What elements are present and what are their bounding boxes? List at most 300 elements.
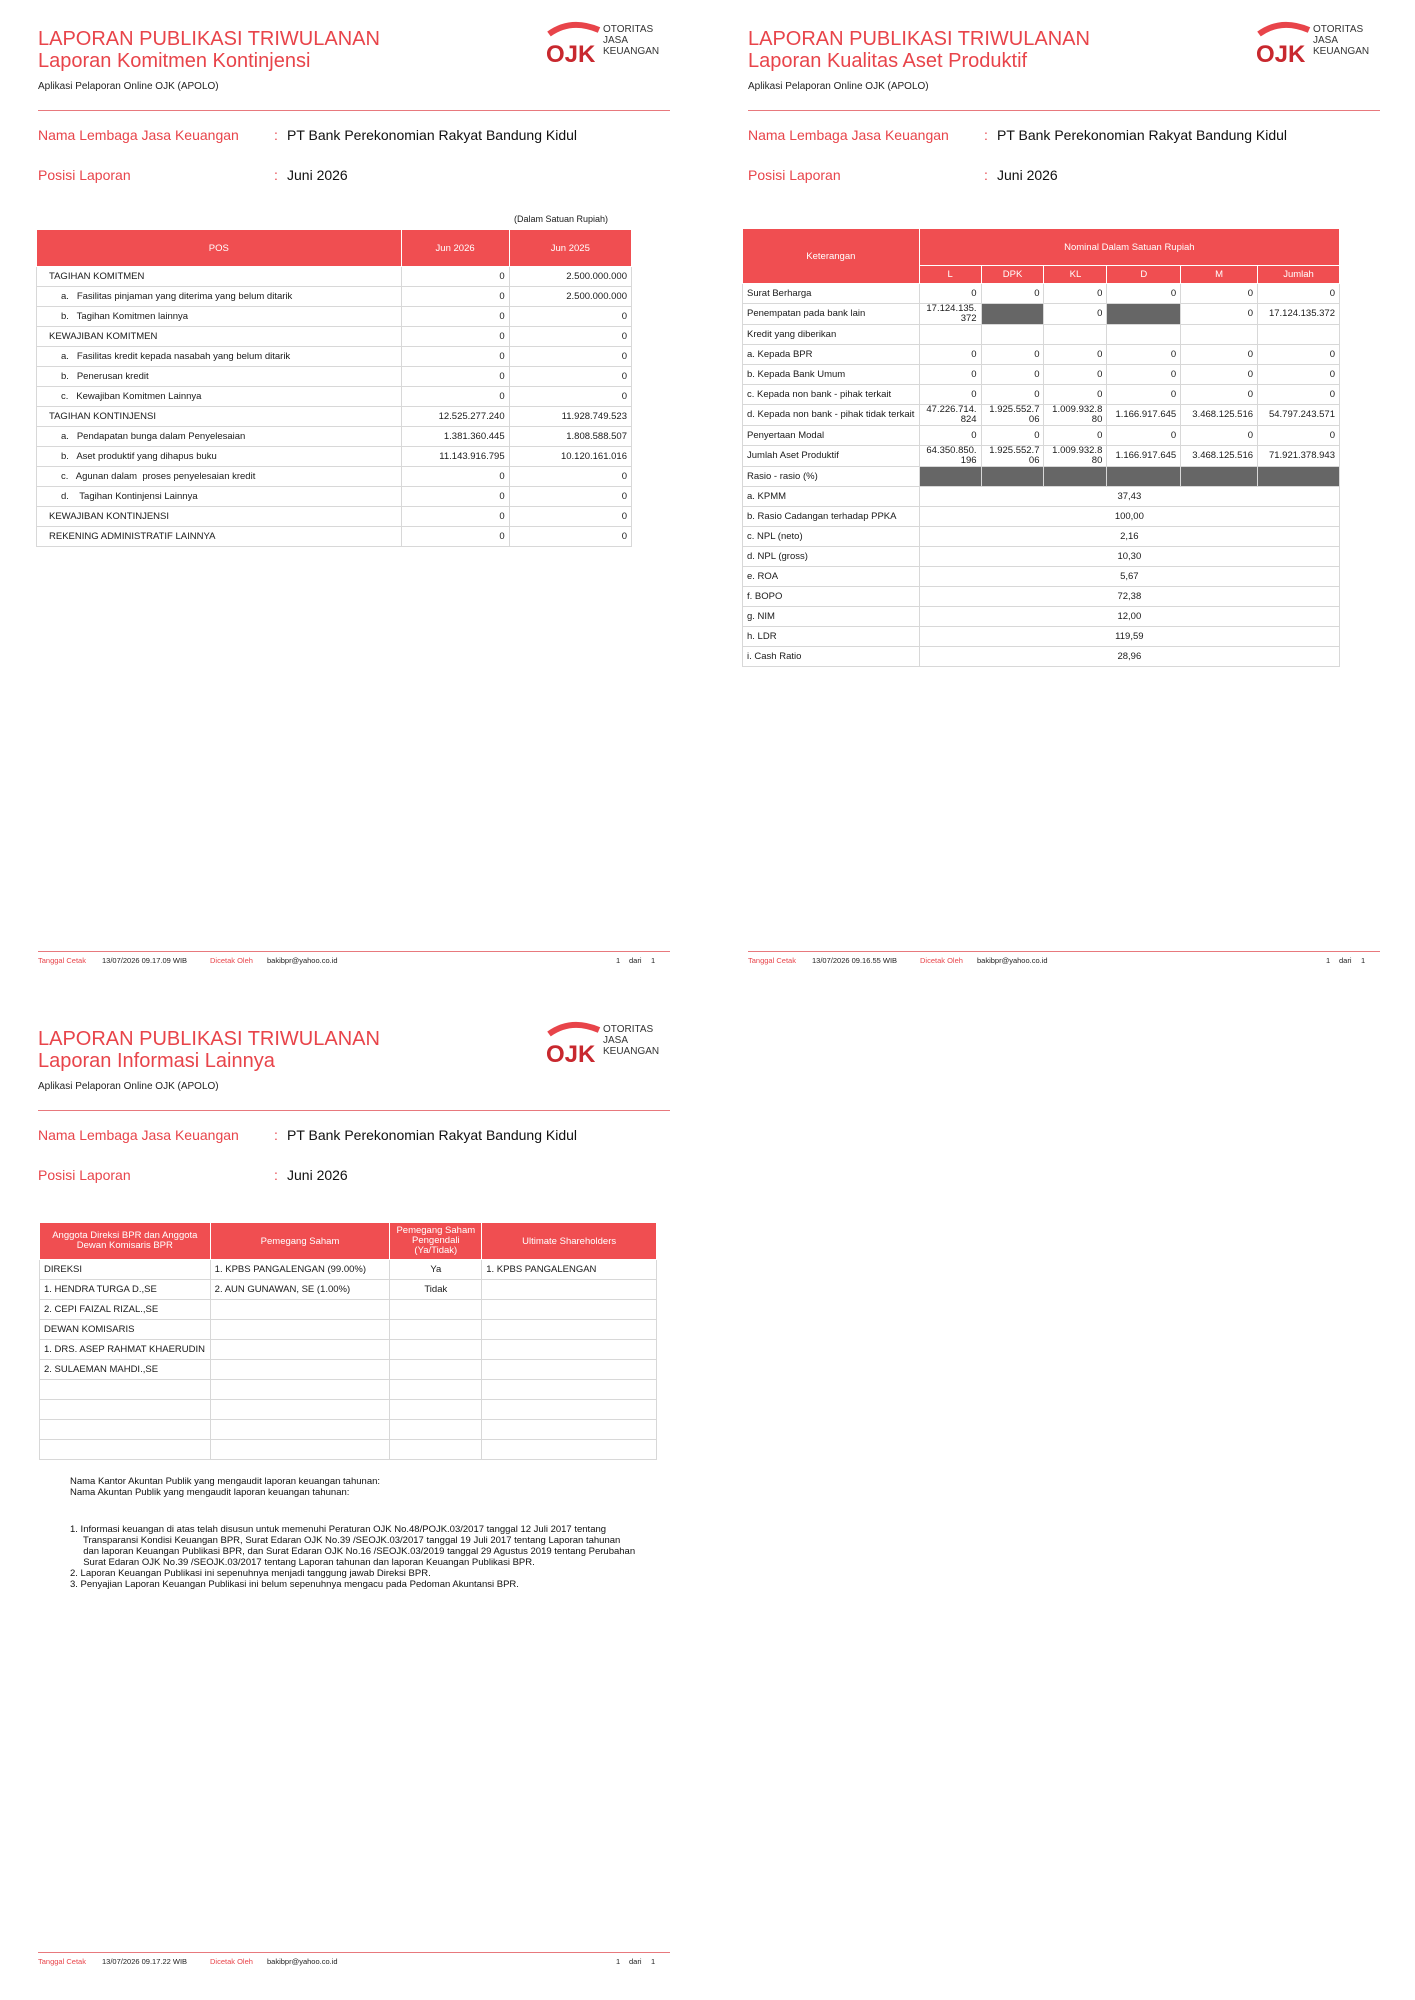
ratio-row (743, 527, 1340, 547)
ultimate-cell (482, 1440, 657, 1460)
ultimate-cell: 1. KPBS PANGALENGAN (482, 1260, 657, 1280)
value-kl: 0 (1044, 345, 1107, 365)
page-kualitas-aset-produktif (738, 0, 1388, 980)
value-jumlah: 0 (1258, 426, 1340, 446)
value-dpk (981, 304, 1044, 325)
value-dpk: 1.925.552.706 (981, 446, 1044, 467)
ratio-label: b. Rasio Cadangan terhadap PPKA (743, 507, 920, 527)
print-date-label: Tanggal Cetak (38, 1957, 86, 1966)
value-l: 0 (919, 345, 981, 365)
page-total: 1 (651, 956, 656, 965)
pemegang-saham-cell (210, 1360, 390, 1380)
app-name: Aplikasi Pelaporan Online OJK (APOLO) (38, 1081, 219, 1092)
report-title: LAPORAN PUBLIKASI TRIWULANAN (748, 28, 1090, 50)
shaded-cell (1107, 467, 1181, 487)
print-date: 13/07/2026 09.16.55 WIB (812, 956, 898, 965)
value-d: 0 (1107, 345, 1181, 365)
col-header-jumlah: Jumlah (1258, 266, 1340, 284)
header-divider (38, 110, 670, 111)
table-row (37, 367, 632, 387)
colon: : (984, 127, 988, 143)
table-row (40, 1340, 657, 1360)
page-of: dari (629, 1957, 642, 1966)
logo-text-2: JASA (603, 35, 629, 46)
value-jun-2025: 0 (509, 327, 631, 347)
value-jumlah (1258, 325, 1340, 345)
logo-text-3: KEUANGAN (1313, 46, 1370, 57)
value-jun-2026: 0 (401, 387, 509, 407)
col-header-pos: POS (37, 230, 402, 267)
table-row (40, 1380, 657, 1400)
value-jun-2025: 1.808.588.507 (509, 427, 631, 447)
row-label: a. Pendapatan bunga dalam Penyelesaian (37, 427, 402, 447)
value-jun-2025: 0 (509, 507, 631, 527)
ratio-row (743, 507, 1340, 527)
pengendali-cell (390, 1360, 482, 1380)
ratio-header-row (743, 467, 1340, 487)
row-label: c. Agunan dalam proses penyelesaian kredit (37, 467, 402, 487)
value-m: 0 (1181, 365, 1258, 385)
table-row (37, 467, 632, 487)
footer-divider (38, 1952, 670, 1953)
ratio-label: c. NPL (neto) (743, 527, 920, 547)
value-jun-2025: 11.928.749.523 (509, 407, 631, 427)
position-value: Juni 2026 (287, 1167, 348, 1183)
ratio-value: 10,30 (919, 547, 1339, 567)
table-row (743, 385, 1340, 405)
report-subtitle: Laporan Informasi Lainnya (38, 1050, 275, 1072)
ap-line: Nama Akuntan Publik yang mengaudit laporan keuangan tahunan: (70, 1487, 350, 1498)
print-date-label: Tanggal Cetak (38, 956, 86, 965)
row-label: KEWAJIBAN KOMITMEN (37, 327, 402, 347)
ratio-value: 100,00 (919, 507, 1339, 527)
position-value: Juni 2026 (997, 167, 1058, 183)
footer-divider (38, 951, 670, 952)
table-row (40, 1360, 657, 1380)
table-row (743, 345, 1340, 365)
col-header-kl: KL (1044, 266, 1107, 284)
value-d: 1.166.917.645 (1107, 446, 1181, 467)
report-subtitle: Laporan Komitmen Kontinjensi (38, 50, 311, 72)
anggota-cell (40, 1420, 211, 1440)
value-l: 0 (919, 426, 981, 446)
page-total: 1 (1361, 956, 1366, 965)
ratio-header: Rasio - rasio (%) (743, 467, 920, 487)
table-row (743, 304, 1340, 325)
unit-note: (Dalam Satuan Rupiah) (514, 214, 609, 224)
page-num: 1 (616, 1957, 621, 1966)
table-row (743, 446, 1340, 467)
value-kl: 0 (1044, 365, 1107, 385)
value-kl: 0 (1044, 426, 1107, 446)
table-row (743, 405, 1340, 426)
pengendali-cell (390, 1300, 482, 1320)
logo-text-1: OTORITAS (1313, 24, 1364, 35)
pemegang-saham-cell: 1. KPBS PANGALENGAN (99.00%) (210, 1260, 390, 1280)
table-row (37, 307, 632, 327)
pengendali-cell (390, 1340, 482, 1360)
ratio-label: h. LDR (743, 627, 920, 647)
ultimate-cell (482, 1280, 657, 1300)
anggota-cell: 2. CEPI FAIZAL RIZAL.,SE (40, 1300, 211, 1320)
pemegang-saham-cell (210, 1320, 390, 1340)
row-label: Penempatan pada bank lain (743, 304, 920, 325)
logo-text-2: JASA (1313, 35, 1339, 46)
value-dpk: 0 (981, 426, 1044, 446)
value-kl (1044, 325, 1107, 345)
ojk-logo (543, 1020, 673, 1070)
value-m: 0 (1181, 284, 1258, 304)
value-m: 3.468.125.516 (1181, 405, 1258, 426)
value-jun-2025: 2.500.000.000 (509, 287, 631, 307)
print-date-label: Tanggal Cetak (748, 956, 796, 965)
value-jun-2025: 0 (509, 487, 631, 507)
table-row (37, 267, 632, 287)
anggota-cell: 1. DRS. ASEP RAHMAT KHAERUDIN (40, 1340, 211, 1360)
value-jumlah: 0 (1258, 345, 1340, 365)
logo-text-1: OTORITAS (603, 1024, 654, 1035)
ratio-value: 12,00 (919, 607, 1339, 627)
value-dpk: 0 (981, 365, 1044, 385)
col-header-ultimate: Ultimate Shareholders (482, 1223, 657, 1260)
pengendali-cell (390, 1400, 482, 1420)
logo-text-1: OTORITAS (603, 24, 654, 35)
table-row (37, 427, 632, 447)
col-header-m: M (1181, 266, 1258, 284)
value-jun-2025: 0 (509, 467, 631, 487)
shaded-cell (919, 467, 981, 487)
row-label: REKENING ADMINISTRATIF LAINNYA (37, 527, 402, 547)
value-jun-2026: 0 (401, 487, 509, 507)
aset-produktif-table (742, 228, 1340, 667)
ojk-logo (1253, 20, 1383, 70)
ratio-value: 5,67 (919, 567, 1339, 587)
value-jun-2025: 0 (509, 367, 631, 387)
shaded-cell (981, 467, 1044, 487)
position-value: Juni 2026 (287, 167, 348, 183)
value-jumlah: 17.124.135.372 (1258, 304, 1340, 325)
table-row (40, 1300, 657, 1320)
printed-by-label: Dicetak Oleh (210, 1957, 253, 1966)
svg-text:OJK: OJK (546, 1041, 596, 1066)
col-header-pengendali: Pemegang Saham Pengendali (Ya/Tidak) (390, 1223, 482, 1260)
value-m: 3.468.125.516 (1181, 446, 1258, 467)
value-m: 0 (1181, 345, 1258, 365)
pengendali-cell: Ya (390, 1260, 482, 1280)
value-kl: 1.009.932.880 (1044, 405, 1107, 426)
row-label: TAGIHAN KONTINJENSI (37, 407, 402, 427)
institution-name: PT Bank Perekonomian Rakyat Bandung Kidul (287, 127, 578, 143)
row-label: d. Tagihan Kontinjensi Lainnya (37, 487, 402, 507)
pemegang-saham-cell (210, 1380, 390, 1400)
page-of: dari (629, 956, 642, 965)
ratio-row (743, 567, 1340, 587)
logo-text-3: KEUANGAN (603, 46, 660, 57)
table-row (743, 426, 1340, 446)
value-jun-2026: 0 (401, 467, 509, 487)
col-header-pemegang-saham: Pemegang Saham (210, 1223, 390, 1260)
header-divider (748, 110, 1380, 111)
row-label: d. Kepada non bank - pihak tidak terkait (743, 405, 920, 426)
value-jun-2025: 0 (509, 347, 631, 367)
value-d: 1.166.917.645 (1107, 405, 1181, 426)
value-dpk (981, 325, 1044, 345)
row-label: b. Tagihan Komitmen lainnya (37, 307, 402, 327)
svg-text:OJK: OJK (546, 41, 596, 66)
row-label: Penyertaan Modal (743, 426, 920, 446)
pengendali-cell: Tidak (390, 1280, 482, 1300)
ratio-value: 72,38 (919, 587, 1339, 607)
value-l: 17.124.135.372 (919, 304, 981, 325)
table-row (40, 1400, 657, 1420)
printed-by-label: Dicetak Oleh (210, 956, 253, 965)
value-jumlah: 54.797.243.571 (1258, 405, 1340, 426)
printed-by: bakibpr@yahoo.co.id (267, 1957, 338, 1966)
value-jun-2026: 0 (401, 347, 509, 367)
footnote-line: Surat Edaran OJK No.39 /SEOJK.03/2017 tentang Laporan tahunan dan laporan Keuangan Publikasi BPR. (70, 1557, 535, 1568)
value-jun-2026: 0 (401, 307, 509, 327)
institution-label: Nama Lembaga Jasa Keuangan (38, 1127, 239, 1143)
row-label: b. Aset produktif yang dihapus buku (37, 447, 402, 467)
value-jun-2026: 11.143.916.795 (401, 447, 509, 467)
col-header-jun-2025: Jun 2025 (509, 230, 631, 267)
logo-text-2: JASA (603, 1035, 629, 1046)
value-l: 47.226.714.824 (919, 405, 981, 426)
value-dpk: 0 (981, 284, 1044, 304)
value-d (1107, 325, 1181, 345)
value-jun-2026: 0 (401, 287, 509, 307)
table-row (37, 287, 632, 307)
value-jun-2026: 0 (401, 507, 509, 527)
anggota-cell (40, 1380, 211, 1400)
ultimate-cell (482, 1360, 657, 1380)
value-jumlah: 0 (1258, 385, 1340, 405)
anggota-cell: DEWAN KOMISARIS (40, 1320, 211, 1340)
ratio-row (743, 647, 1340, 667)
footnotes (70, 1524, 635, 1590)
table-row (37, 447, 632, 467)
value-jun-2025: 10.120.161.016 (509, 447, 631, 467)
col-header-keterangan: Keterangan (743, 229, 920, 284)
report-subtitle: Laporan Kualitas Aset Produktif (748, 50, 1028, 72)
value-jun-2026: 12.525.277.240 (401, 407, 509, 427)
value-l: 64.350.850.196 (919, 446, 981, 467)
ratio-row (743, 607, 1340, 627)
position-label: Posisi Laporan (38, 1167, 131, 1183)
pemegang-saham-cell (210, 1400, 390, 1420)
table-row (37, 347, 632, 367)
value-kl: 1.009.932.880 (1044, 446, 1107, 467)
value-m: 0 (1181, 304, 1258, 325)
value-m (1181, 325, 1258, 345)
col-header-d: D (1107, 266, 1181, 284)
komitmen-table (36, 229, 632, 547)
col-header-anggota: Anggota Direksi BPR dan Anggota Dewan Komisaris BPR (40, 1223, 211, 1260)
pengendali-cell (390, 1440, 482, 1460)
value-jun-2026: 0 (401, 367, 509, 387)
colon: : (274, 127, 278, 143)
value-jumlah: 0 (1258, 365, 1340, 385)
row-label: KEWAJIBAN KONTINJENSI (37, 507, 402, 527)
ratio-row (743, 547, 1340, 567)
informasi-lainnya-table (39, 1222, 657, 1460)
print-date: 13/07/2026 09.17.22 WIB (102, 1957, 188, 1966)
col-header-jun-2026: Jun 2026 (401, 230, 509, 267)
row-label: TAGIHAN KOMITMEN (37, 267, 402, 287)
ultimate-cell (482, 1320, 657, 1340)
shaded-cell (1181, 467, 1258, 487)
table-row (743, 325, 1340, 345)
value-l: 0 (919, 365, 981, 385)
position-label: Posisi Laporan (748, 167, 841, 183)
report-title: LAPORAN PUBLIKASI TRIWULANAN (38, 1028, 380, 1050)
ultimate-cell (482, 1400, 657, 1420)
pengendali-cell (390, 1320, 482, 1340)
value-kl: 0 (1044, 284, 1107, 304)
institution-name: PT Bank Perekonomian Rakyat Bandung Kidul (287, 1127, 578, 1143)
ratio-label: f. BOPO (743, 587, 920, 607)
anggota-cell: 2. SULAEMAN MAHDI.,SE (40, 1360, 211, 1380)
colon: : (274, 1167, 278, 1183)
value-l (919, 325, 981, 345)
page-informasi-lainnya (28, 1000, 678, 2000)
value-d: 0 (1107, 385, 1181, 405)
anggota-cell: DIREKSI (40, 1260, 211, 1280)
value-jun-2026: 0 (401, 327, 509, 347)
table-row (37, 527, 632, 547)
table-row (40, 1440, 657, 1460)
table-row (40, 1280, 657, 1300)
position-label: Posisi Laporan (38, 167, 131, 183)
ratio-row (743, 587, 1340, 607)
footer-divider (748, 951, 1380, 952)
table-row (40, 1260, 657, 1280)
auditor-info (70, 1476, 380, 1498)
value-dpk: 0 (981, 385, 1044, 405)
row-label: a. Kepada BPR (743, 345, 920, 365)
ratio-label: g. NIM (743, 607, 920, 627)
value-jumlah: 71.921.378.943 (1258, 446, 1340, 467)
value-d: 0 (1107, 284, 1181, 304)
ratio-value: 37,43 (919, 487, 1339, 507)
value-dpk: 1.925.552.706 (981, 405, 1044, 426)
app-name: Aplikasi Pelaporan Online OJK (APOLO) (38, 81, 219, 92)
ultimate-cell (482, 1420, 657, 1440)
row-label: Surat Berharga (743, 284, 920, 304)
ratio-label: d. NPL (gross) (743, 547, 920, 567)
row-label: c. Kewajiban Komitmen Lainnya (37, 387, 402, 407)
value-dpk: 0 (981, 345, 1044, 365)
shaded-cell (1258, 467, 1340, 487)
institution-label: Nama Lembaga Jasa Keuangan (38, 127, 239, 143)
pengendali-cell (390, 1420, 482, 1440)
table-row (37, 387, 632, 407)
row-label: a. Fasilitas kredit kepada nasabah yang belum ditarik (37, 347, 402, 367)
ultimate-cell (482, 1340, 657, 1360)
header-divider (38, 1110, 670, 1111)
ratio-value: 2,16 (919, 527, 1339, 547)
value-kl: 0 (1044, 304, 1107, 325)
shaded-cell (1044, 467, 1107, 487)
value-jun-2025: 2.500.000.000 (509, 267, 631, 287)
ratio-row (743, 627, 1340, 647)
page-total: 1 (651, 1957, 656, 1966)
pengendali-cell (390, 1380, 482, 1400)
footnote-line: 1. Informasi keuangan di atas telah disusun untuk memenuhi Peraturan OJK No.48/POJK.03/2017 tanggal 12 Juli 2017 tentang (70, 1524, 607, 1535)
table-row (37, 487, 632, 507)
value-jun-2026: 0 (401, 267, 509, 287)
value-l: 0 (919, 385, 981, 405)
printed-by-label: Dicetak Oleh (920, 956, 963, 965)
ratio-row (743, 487, 1340, 507)
colon: : (274, 1127, 278, 1143)
row-label: Jumlah Aset Produktif (743, 446, 920, 467)
ratio-value: 119,59 (919, 627, 1339, 647)
value-kl: 0 (1044, 385, 1107, 405)
pemegang-saham-cell: 2. AUN GUNAWAN, SE (1.00%) (210, 1280, 390, 1300)
table-row (37, 407, 632, 427)
value-d: 0 (1107, 426, 1181, 446)
colon: : (274, 167, 278, 183)
row-label: Kredit yang diberikan (743, 325, 920, 345)
ratio-label: i. Cash Ratio (743, 647, 920, 667)
value-jun-2025: 0 (509, 307, 631, 327)
colon: : (984, 167, 988, 183)
table-row (743, 365, 1340, 385)
ultimate-cell (482, 1300, 657, 1320)
col-header-l: L (919, 266, 981, 284)
value-l: 0 (919, 284, 981, 304)
kap-line: Nama Kantor Akuntan Publik yang mengaudit laporan keuangan tahunan: (70, 1476, 381, 1487)
value-jumlah: 0 (1258, 284, 1340, 304)
pemegang-saham-cell (210, 1340, 390, 1360)
printed-by: bakibpr@yahoo.co.id (977, 956, 1048, 965)
row-label: b. Penerusan kredit (37, 367, 402, 387)
table-row (37, 507, 632, 527)
value-jun-2026: 1.381.360.445 (401, 427, 509, 447)
col-header-nominal: Nominal Dalam Satuan Rupiah (919, 229, 1339, 266)
table-row (37, 327, 632, 347)
anggota-cell (40, 1400, 211, 1420)
table-row (40, 1320, 657, 1340)
page-of: dari (1339, 956, 1352, 965)
ratio-label: a. KPMM (743, 487, 920, 507)
value-m: 0 (1181, 385, 1258, 405)
value-jun-2025: 0 (509, 527, 631, 547)
report-title: LAPORAN PUBLIKASI TRIWULANAN (38, 28, 380, 50)
pemegang-saham-cell (210, 1420, 390, 1440)
footnote-line: dan laporan Keuangan Publikasi BPR, dan Surat Edaran OJK No.16 /SEOJK.03/2019 tanggal 29 Agustus 2019 tentang Perubahan (70, 1546, 636, 1557)
page-komitmen-kontinjensi (28, 0, 678, 980)
anggota-cell: 1. HENDRA TURGA D.,SE (40, 1280, 211, 1300)
printed-by: bakibpr@yahoo.co.id (267, 956, 338, 965)
institution-label: Nama Lembaga Jasa Keuangan (748, 127, 949, 143)
page-num: 1 (616, 956, 621, 965)
footnote-line: Transparansi Kondisi Keuangan BPR, Surat Edaran OJK No.39 /SEOJK.03/2017 tanggal 19 Juli 2017 tentang Laporan tahunan (70, 1535, 621, 1546)
print-date: 13/07/2026 09.17.09 WIB (102, 956, 188, 965)
ratio-label: e. ROA (743, 567, 920, 587)
pemegang-saham-cell (210, 1440, 390, 1460)
footnote-line: 2. Laporan Keuangan Publikasi ini sepenuhnya menjadi tanggung jawab Direksi BPR. (70, 1568, 431, 1579)
page-num: 1 (1326, 956, 1331, 965)
pemegang-saham-cell (210, 1300, 390, 1320)
logo-text-3: KEUANGAN (603, 1046, 660, 1057)
ojk-logo (543, 20, 673, 70)
footnote-line: 3. Penyajian Laporan Keuangan Publikasi ini belum sepenuhnya mengacu pada Pedoman Akuntansi BPR. (70, 1579, 519, 1590)
value-d (1107, 304, 1181, 325)
row-label: b. Kepada Bank Umum (743, 365, 920, 385)
table-row (743, 284, 1340, 304)
